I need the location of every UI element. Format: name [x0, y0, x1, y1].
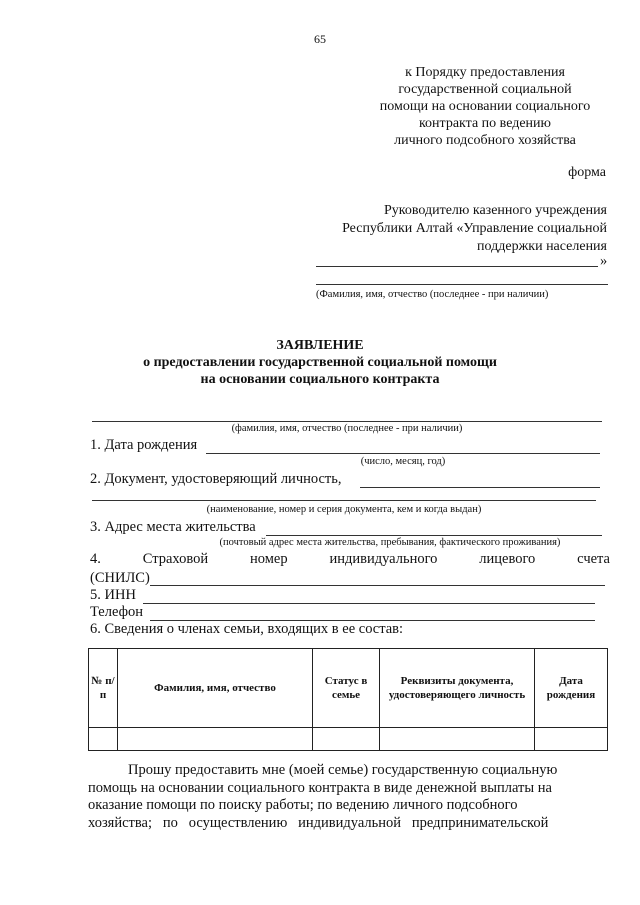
identity-document-hint: (наименование, номер и серия документа, кем и когда выдан): [206, 504, 482, 515]
snils-word: счета: [577, 551, 610, 567]
address-label: 3. Адрес места жительства: [90, 519, 256, 535]
table-cell[interactable]: [118, 728, 313, 751]
snils-label: (СНИЛС): [90, 570, 150, 586]
header-birth-date: Дата рождения: [535, 649, 608, 728]
address-field[interactable]: [266, 535, 602, 536]
snils-field[interactable]: [150, 585, 605, 586]
table-cell[interactable]: [313, 728, 380, 751]
table-cell[interactable]: [535, 728, 608, 751]
family-members-label: 6. Сведения о членах семьи, входящих в ее состав:: [90, 621, 404, 637]
fio-hint: (фамилия, имя, отчество (последнее - при наличии): [231, 423, 463, 434]
addressee-line: Руководителю казенного учреждения: [384, 203, 607, 218]
identity-document-field-2[interactable]: [92, 500, 596, 501]
address-hint: (почтовый адрес места жительства, пребывания, фактического проживания): [219, 537, 561, 548]
phone-label: Телефон: [90, 604, 143, 620]
snils-word: 4.: [90, 551, 101, 567]
annex-line: контракта по ведению: [418, 116, 552, 131]
paragraph-line: оказание помощи по поиску работы; по ведению личного подсобного: [88, 797, 518, 813]
page-number: 65: [314, 32, 326, 46]
header-number: № п/п: [89, 649, 118, 728]
paragraph-line: Прошу предоставить мне (моей семье) государственную социальную: [128, 762, 558, 778]
annex-line: к Порядку предоставления: [405, 65, 565, 80]
header-family-status: Статус в семье: [313, 649, 380, 728]
snils-word: Страховой: [142, 551, 209, 567]
addressee-field[interactable]: [316, 266, 598, 267]
fio-field[interactable]: [92, 421, 602, 422]
table-cell[interactable]: [380, 728, 535, 751]
header-document-details: Реквизиты документа, удостоверяющего личность: [380, 649, 535, 728]
birth-date-label: 1. Дата рождения: [90, 437, 198, 453]
document-subtitle: на основании социального контракта: [200, 372, 440, 387]
identity-document-field[interactable]: [360, 487, 600, 488]
snils-word: номер: [249, 551, 288, 567]
paragraph-line: помощь на основании социального контракта в виде денежной выплаты на: [88, 779, 552, 796]
addressee-block: [300, 202, 607, 256]
birth-date-hint: (число, месяц, год): [360, 456, 446, 467]
family-members-table: [88, 648, 608, 751]
birth-date-field[interactable]: [206, 453, 600, 454]
applicant-name-field[interactable]: [316, 284, 608, 285]
form-label: форма: [568, 165, 606, 180]
snils-word: индивидуального: [329, 551, 438, 567]
annex-line: помощи на основании социального: [379, 99, 591, 114]
document-title: ЗАЯВЛЕНИЕ: [276, 338, 364, 353]
addressee-line: Республики Алтай «Управление социальной: [342, 221, 607, 236]
snils-line: [90, 551, 610, 568]
identity-document-label: 2. Документ, удостоверяющий личность,: [90, 471, 342, 487]
inn-field[interactable]: [143, 603, 595, 604]
inn-label: 5. ИНН: [90, 587, 136, 603]
annex-line: государственной социальной: [398, 82, 572, 97]
table-row: [89, 728, 608, 751]
paragraph-line: хозяйства; по осуществлению индивидуальной предпринимательской: [88, 814, 549, 831]
document-subtitle: о предоставлении государственной социальной помощи: [143, 355, 497, 370]
addressee-close-quote: »: [600, 253, 608, 269]
addressee-hint: (Фамилия, имя, отчество (последнее - при наличии): [316, 289, 549, 300]
table-header-row: [89, 649, 608, 728]
header-full-name: Фамилия, имя, отчество: [118, 649, 313, 728]
request-paragraph: [88, 762, 610, 832]
table-cell[interactable]: [89, 728, 118, 751]
annex-reference: [365, 64, 605, 149]
snils-word: лицевого: [479, 551, 536, 567]
annex-line: личного подсобного хозяйства: [394, 133, 576, 148]
addressee-line: поддержки населения: [477, 239, 607, 254]
